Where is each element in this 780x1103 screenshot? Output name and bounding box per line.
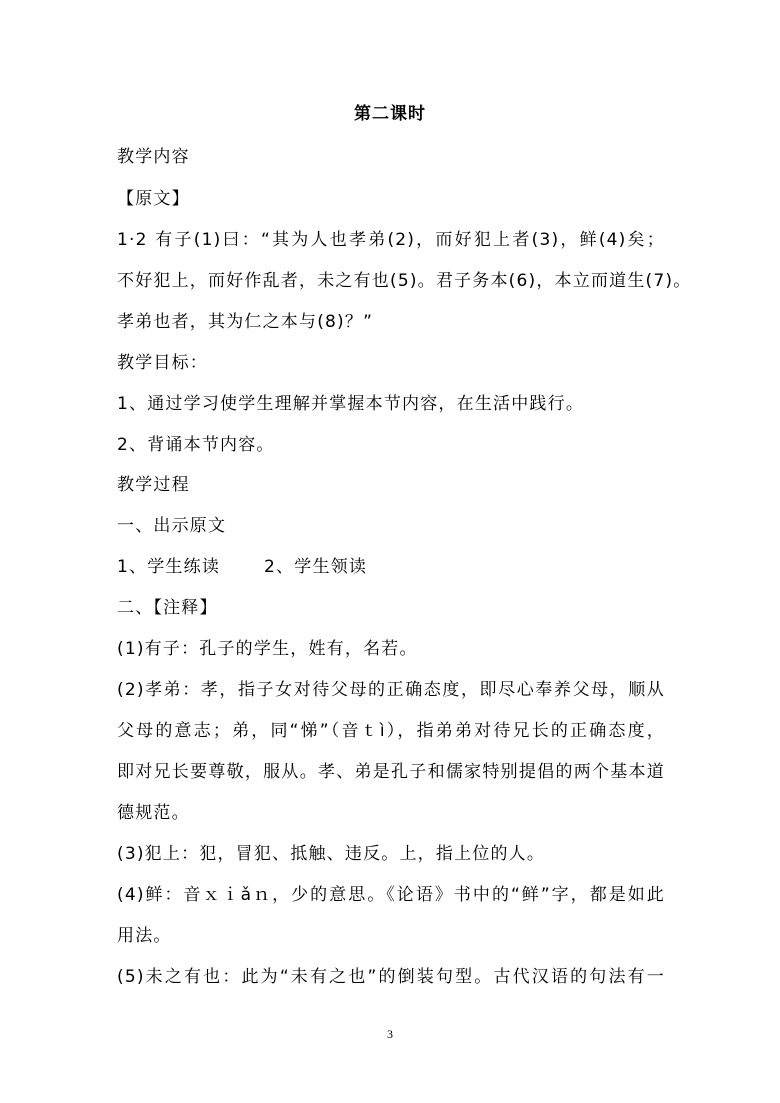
- process-step-2: 二、【注释】: [117, 598, 218, 618]
- substep-lead-reading: 2、学生领读: [264, 557, 368, 577]
- note-3: (3)犯上：犯，冒犯、抵触、违反。上，指上位的人。: [117, 844, 546, 864]
- original-text-line-3: 孝弟也者，其为仁之本与(8)？”: [117, 312, 374, 332]
- original-text-line-1: 1·2 有子(1)曰：“其为人也孝弟(2)，而好犯上者(3)，鲜(4)矣；: [117, 230, 665, 250]
- page-title: 第二课时: [354, 104, 426, 124]
- substep-practice-reading: 1、学生练读: [117, 557, 221, 577]
- process-step-1: 一、出示原文: [117, 516, 227, 536]
- note-1: (1)有子：孔子的学生，姓有，名若。: [117, 639, 418, 659]
- process-substeps: [117, 555, 677, 579]
- heading-teaching-goals: 教学目标：: [117, 353, 208, 373]
- goal-item-2: 2、背诵本节内容。: [117, 435, 275, 455]
- heading-original-text: 【原文】: [117, 189, 190, 209]
- note-5-line-1: (5)未之有也：此为“未有之也”的倒装句型。古代汉语的句法有一: [117, 967, 665, 987]
- original-text-line-2: 不好犯上，而好作乱者，未之有也(5)。君子务本(6)，本立而道生(7)。: [117, 271, 692, 291]
- note-2-line-4: 德规范。: [117, 803, 190, 823]
- goal-item-1: 1、通过学习使学生理解并掌握本节内容，在生活中践行。: [117, 394, 585, 414]
- note-2-line-1: (2)孝弟：孝，指子女对待父母的正确态度，即尽心奉养父母，顺从: [117, 680, 665, 700]
- note-4-line-1: (4)鲜：音ｘｉǎｎ，少的意思。《论语》书中的“鲜”字，都是如此: [117, 885, 665, 905]
- heading-teaching-content: 教学内容: [117, 147, 190, 167]
- page-number: 3: [387, 1027, 393, 1041]
- note-4-line-2: 用法。: [117, 926, 172, 946]
- heading-teaching-process: 教学过程: [117, 475, 190, 495]
- note-2-line-2: 父母的意志；弟，同“悌”（音ｔì），指弟弟对待兄长的正确态度，: [117, 721, 665, 741]
- note-2-line-3: 即对兄长要尊敬，服从。孝、弟是孔子和儒家特别提倡的两个基本道: [117, 762, 665, 782]
